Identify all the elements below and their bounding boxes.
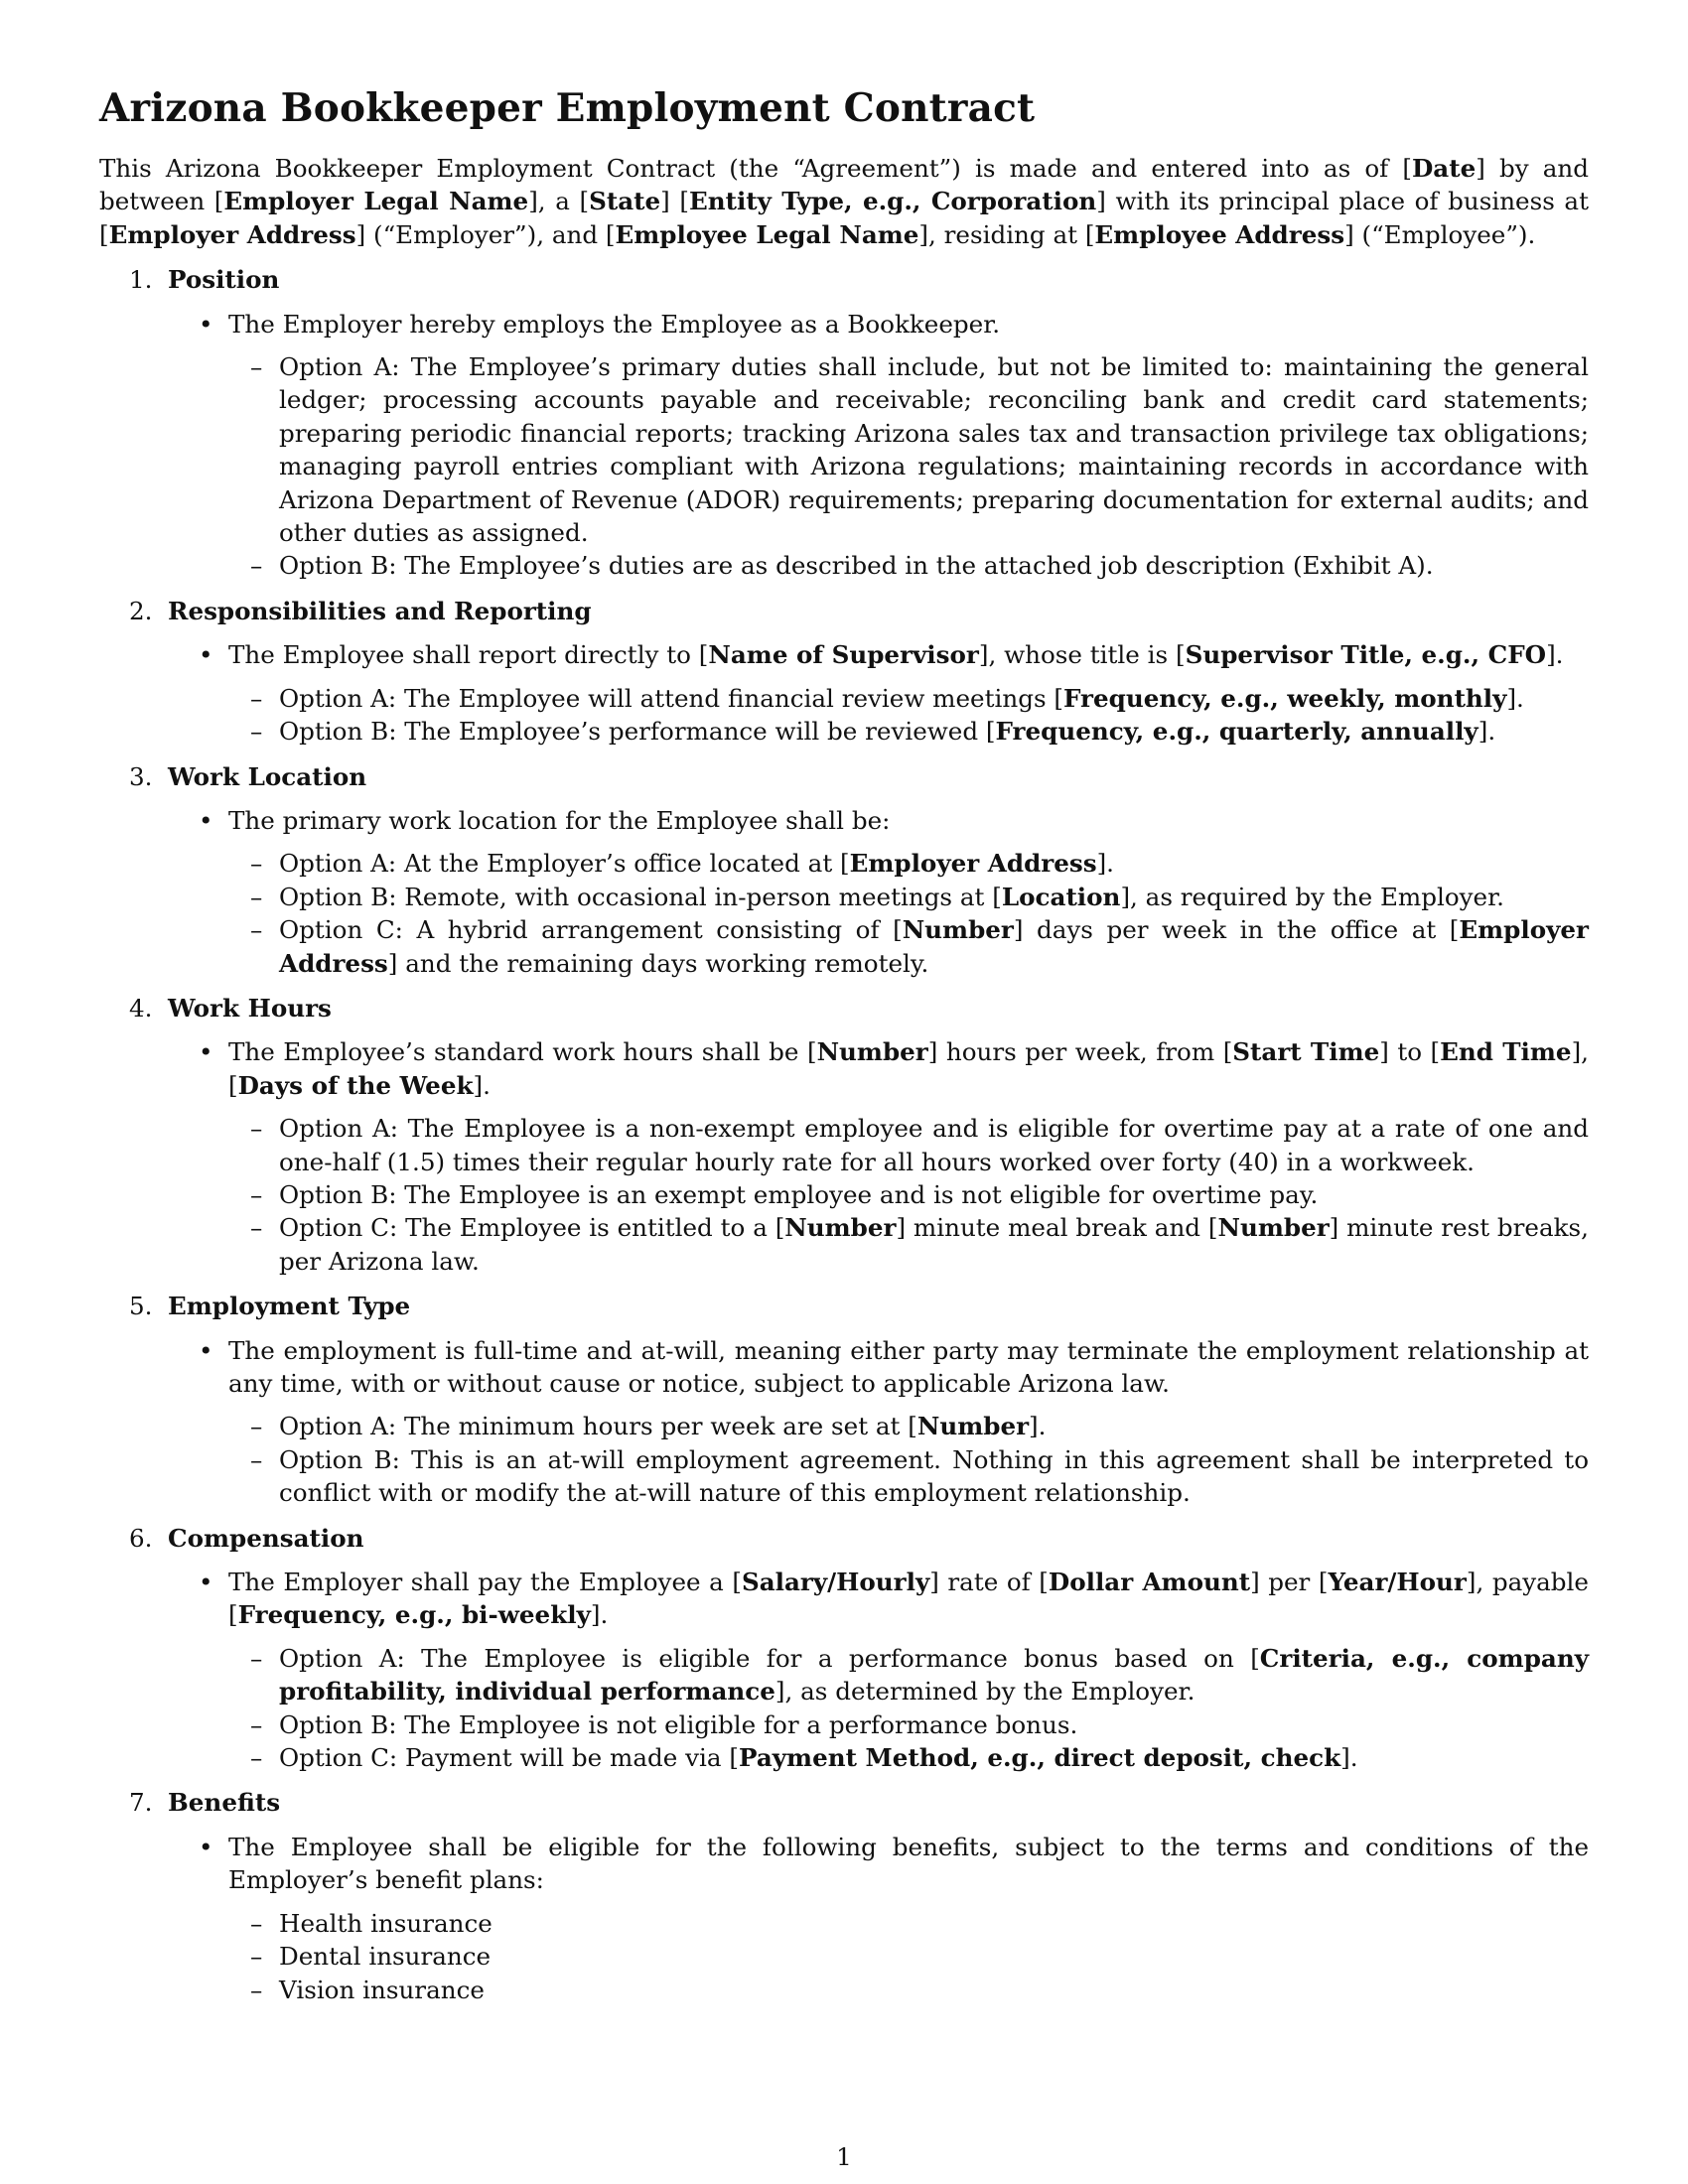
text-run: ], a [ — [528, 187, 590, 216]
bullet-item — [99, 638, 1589, 671]
option-item — [99, 1907, 1589, 1940]
bullet-item — [99, 804, 1589, 837]
document-title: Arizona Bookkeeper Employment Contract — [99, 85, 1036, 131]
section-4 — [99, 992, 1589, 1278]
section-title: Work Location — [168, 761, 367, 791]
option-item — [99, 1940, 1589, 1973]
text-run: Option A: At the Employer’s office located at [ — [279, 849, 850, 879]
section-number: 5. — [129, 1292, 153, 1321]
placeholder-field: Name of Supervisor — [708, 640, 979, 670]
section-heading — [99, 595, 1589, 627]
dash-bullet-icon: – — [250, 1643, 263, 1673]
bullet-dot-icon: • — [199, 805, 213, 835]
text-run: ]. — [1096, 849, 1114, 879]
option-item — [99, 881, 1589, 913]
text-run: ] and the remaining days working remotely. — [387, 948, 929, 978]
options-list — [99, 350, 1589, 583]
placeholder-field: Payment Method, e.g., direct deposit, check — [738, 1743, 1341, 1773]
text-run: The Employee’s standard work hours shall be [ — [228, 1037, 817, 1067]
text-run: Option B: The Employee’s performance will be reviewed [ — [279, 717, 996, 747]
placeholder-field: State — [589, 187, 661, 216]
text-run: The Employee shall be eligible for the following benefits, subject to the terms and conditions of the Employer’s benefit plans: — [228, 1832, 1589, 1895]
option-item — [99, 1410, 1589, 1442]
section-heading — [99, 992, 1589, 1024]
option-item — [99, 1741, 1589, 1774]
text-run: ], whose title is [ — [978, 640, 1186, 670]
text-run: ]. — [1029, 1412, 1047, 1441]
text-run: Dental insurance — [279, 1942, 492, 1972]
bullet-dot-icon: • — [199, 1832, 213, 1861]
placeholder-field: Dollar Amount — [1048, 1568, 1251, 1597]
text-run: The Employee shall report directly to [ — [228, 640, 709, 670]
option-item — [99, 549, 1589, 582]
dash-bullet-icon: – — [250, 1709, 263, 1739]
text-run: ]. — [473, 1070, 491, 1100]
option-item — [99, 682, 1589, 715]
option-item — [99, 913, 1589, 980]
text-run: Option A: The minimum hours per week are set at [ — [279, 1412, 917, 1441]
options-list — [99, 1410, 1589, 1509]
dash-bullet-icon: – — [250, 1942, 263, 1972]
section-heading — [99, 1522, 1589, 1555]
bullet-dot-icon: • — [199, 640, 213, 670]
text-run: ] hours per week, from [ — [927, 1037, 1233, 1067]
placeholder-field: End Time — [1440, 1037, 1572, 1067]
dash-bullet-icon: – — [250, 352, 263, 382]
intro-paragraph — [99, 152, 1589, 251]
section-7 — [99, 1786, 1589, 2005]
document-page — [99, 85, 1589, 2006]
option-item — [99, 1708, 1589, 1741]
bullet-item — [99, 308, 1589, 341]
page-number: 1 — [836, 2142, 852, 2171]
option-item — [99, 847, 1589, 880]
section-title: Work Hours — [168, 993, 332, 1023]
text-run: Option A: The Employee’s primary duties shall include, but not be limited to: maintaining the general ledger; processing accounts payable and receivable; reconciling bank and credit card statements; preparing periodic financial reports; tracking Arizona sales tax and transaction privilege tax obligations; managing payroll entries compliant with Arizona regulations; maintaining records in accordance with Arizona Department of Revenue (ADOR) requirements; preparing documentation for external audits; and other duties as assigned. — [279, 352, 1589, 548]
text-run: Option B: The Employee’s duties are as described in the attached job description (Exhibit A). — [279, 551, 1434, 581]
option-item — [99, 1443, 1589, 1510]
section-1 — [99, 263, 1589, 583]
text-run: ] [ — [660, 187, 689, 216]
section-title: Employment Type — [168, 1292, 411, 1321]
text-run: ], as required by the Employer. — [1120, 882, 1504, 911]
section-heading — [99, 1290, 1589, 1322]
option-item — [99, 350, 1589, 549]
placeholder-field: Frequency, e.g., bi-weekly — [237, 1600, 591, 1630]
text-run: Option A: The Employee will attend financial review meetings [ — [279, 683, 1063, 713]
options-list — [99, 682, 1589, 749]
text-run: ] (“Employer”), and [ — [355, 219, 616, 249]
text-run: Option C: A hybrid arrangement consisting of [ — [279, 915, 903, 945]
placeholder-field: Year/Hour — [1328, 1568, 1467, 1597]
section-number: 2. — [129, 596, 153, 625]
section-2 — [99, 595, 1589, 749]
dash-bullet-icon: – — [250, 1743, 263, 1773]
text-run: Option A: The Employee is eligible for a performance bonus based on [ — [279, 1643, 1260, 1673]
text-run: ]. — [1546, 640, 1564, 670]
placeholder-field: Number — [1217, 1213, 1330, 1243]
placeholder-field: Employee Address — [1094, 219, 1345, 249]
text-run: The Employer hereby employs the Employee as a Bookkeeper. — [228, 309, 1001, 339]
option-item — [99, 1974, 1589, 2006]
text-run: ]. — [590, 1600, 609, 1630]
placeholder-field: Entity Type, e.g., Corporation — [688, 187, 1097, 216]
dash-bullet-icon: – — [250, 1213, 263, 1243]
text-run: ] minute rest breaks, per Arizona law. — [279, 1213, 1589, 1276]
dash-bullet-icon: – — [250, 683, 263, 713]
text-run: ], residing at [ — [918, 219, 1095, 249]
dash-bullet-icon: – — [250, 915, 263, 945]
section-title: Benefits — [168, 1788, 281, 1818]
option-item — [99, 715, 1589, 748]
text-run: ]. — [1340, 1743, 1358, 1773]
text-run: ] with its principal place of business at [ — [99, 187, 1589, 249]
text-run: The employment is full-time and at-will, meaning either party may terminate the employment relationship at any time, with or without cause or notice, subject to applicable Arizona law. — [228, 1335, 1589, 1398]
text-run: ] (“Employee”). — [1344, 219, 1536, 249]
section-number: 6. — [129, 1523, 153, 1553]
section-number: 7. — [129, 1788, 153, 1818]
placeholder-field: Employer Legal Name — [223, 187, 529, 216]
placeholder-field: Supervisor Title, e.g., CFO — [1185, 640, 1547, 670]
text-run: The primary work location for the Employee shall be: — [228, 805, 891, 835]
dash-bullet-icon: – — [250, 551, 263, 581]
options-list — [99, 1642, 1589, 1775]
bullet-item — [99, 1566, 1589, 1632]
section-3 — [99, 760, 1589, 980]
text-run: ] to [ — [1379, 1037, 1441, 1067]
dash-bullet-icon: – — [250, 717, 263, 747]
text-run: ]. — [1506, 683, 1524, 713]
text-run: ] minute meal break and [ — [896, 1213, 1218, 1243]
section-heading — [99, 760, 1589, 793]
placeholder-field: Salary/Hourly — [741, 1568, 930, 1597]
section-5 — [99, 1290, 1589, 1509]
options-list — [99, 847, 1589, 980]
section-title: Compensation — [168, 1523, 364, 1553]
option-item — [99, 1211, 1589, 1278]
sections-list — [99, 263, 1589, 2006]
dash-bullet-icon: – — [250, 1908, 263, 1938]
placeholder-field: Number — [902, 915, 1014, 945]
text-run: ], payable [ — [228, 1568, 1589, 1630]
placeholder-field: Days of the Week — [237, 1070, 474, 1100]
option-item — [99, 1112, 1589, 1178]
section-number: 1. — [129, 265, 153, 295]
text-run: Option B: The Employee is an exempt employee and is not eligible for overtime pay. — [279, 1179, 1319, 1209]
text-run: Vision insurance — [279, 1975, 485, 2004]
placeholder-field: Start Time — [1232, 1037, 1380, 1067]
section-number: 3. — [129, 761, 153, 791]
text-run: Option C: The Employee is entitled to a [ — [279, 1213, 785, 1243]
placeholder-field: Frequency, e.g., quarterly, annually — [995, 717, 1478, 747]
text-run: ] by and between [ — [99, 154, 1589, 216]
text-run: ], as determined by the Employer. — [774, 1677, 1196, 1706]
text-run: Option B: Remote, with occasional in-person meetings at [ — [279, 882, 1002, 911]
placeholder-field: Number — [784, 1213, 897, 1243]
text-run: Option C: Payment will be made via [ — [279, 1743, 739, 1773]
options-list — [99, 1112, 1589, 1278]
options-list — [99, 1907, 1589, 2006]
text-run: ], [ — [228, 1037, 1589, 1100]
section-6 — [99, 1522, 1589, 1775]
placeholder-field: Location — [1001, 882, 1121, 911]
placeholder-field: Number — [816, 1037, 928, 1067]
placeholder-field: Employer Address — [279, 915, 1589, 978]
placeholder-field: Date — [1411, 154, 1477, 183]
dash-bullet-icon: – — [250, 1179, 263, 1209]
section-heading — [99, 263, 1589, 296]
text-run: Health insurance — [279, 1908, 492, 1938]
text-run: ] days per week in the office at [ — [1013, 915, 1460, 945]
bullet-dot-icon: • — [199, 1037, 213, 1067]
text-run: Option B: The Employee is not eligible for a performance bonus. — [279, 1709, 1078, 1739]
text-run: Option A: The Employee is a non-exempt employee and is eligible for overtime pay at a rate of one and one-half (1.5) times their regular hourly rate for all hours worked over forty (40) in a workweek. — [279, 1114, 1589, 1176]
option-item — [99, 1642, 1589, 1708]
placeholder-field: Criteria, e.g., company profitability, individual performance — [279, 1643, 1589, 1706]
bullet-item — [99, 1035, 1589, 1102]
placeholder-field: Number — [916, 1412, 1030, 1441]
option-item — [99, 1178, 1589, 1211]
dash-bullet-icon: – — [250, 1444, 263, 1474]
bullet-dot-icon: • — [199, 1335, 213, 1365]
text-run: ] rate of [ — [929, 1568, 1049, 1597]
text-run: [ — [1402, 154, 1412, 183]
section-number: 4. — [129, 993, 153, 1023]
text-run: The Employer shall pay the Employee a [ — [228, 1568, 742, 1597]
dash-bullet-icon: – — [250, 1114, 263, 1144]
bullet-dot-icon: • — [199, 1568, 213, 1597]
text-run: This Arizona Bookkeeper Employment Contract (the “Agreement”) is made and entered into as of — [99, 154, 1403, 183]
placeholder-field: Frequency, e.g., weekly, monthly — [1062, 683, 1507, 713]
dash-bullet-icon: – — [250, 1975, 263, 2004]
bullet-item — [99, 1334, 1589, 1401]
text-run: ] per [ — [1250, 1568, 1329, 1597]
text-run: Option B: This is an at-will employment agreement. Nothing in this agreement shall be interpreted to conflict with or modify the at-will nature of this employment relationship. — [279, 1444, 1589, 1508]
section-title: Responsibilities and Reporting — [168, 596, 592, 625]
placeholder-field: Employee Legal Name — [615, 219, 919, 249]
placeholder-field: Employer Address — [849, 849, 1097, 879]
section-title: Position — [168, 265, 280, 295]
dash-bullet-icon: – — [250, 849, 263, 879]
bullet-item — [99, 1831, 1589, 1897]
text-run: ]. — [1477, 717, 1496, 747]
placeholder-field: Employer Address — [108, 219, 356, 249]
bullet-dot-icon: • — [199, 309, 213, 339]
dash-bullet-icon: – — [250, 1412, 263, 1441]
dash-bullet-icon: – — [250, 882, 263, 911]
section-heading — [99, 1786, 1589, 1819]
